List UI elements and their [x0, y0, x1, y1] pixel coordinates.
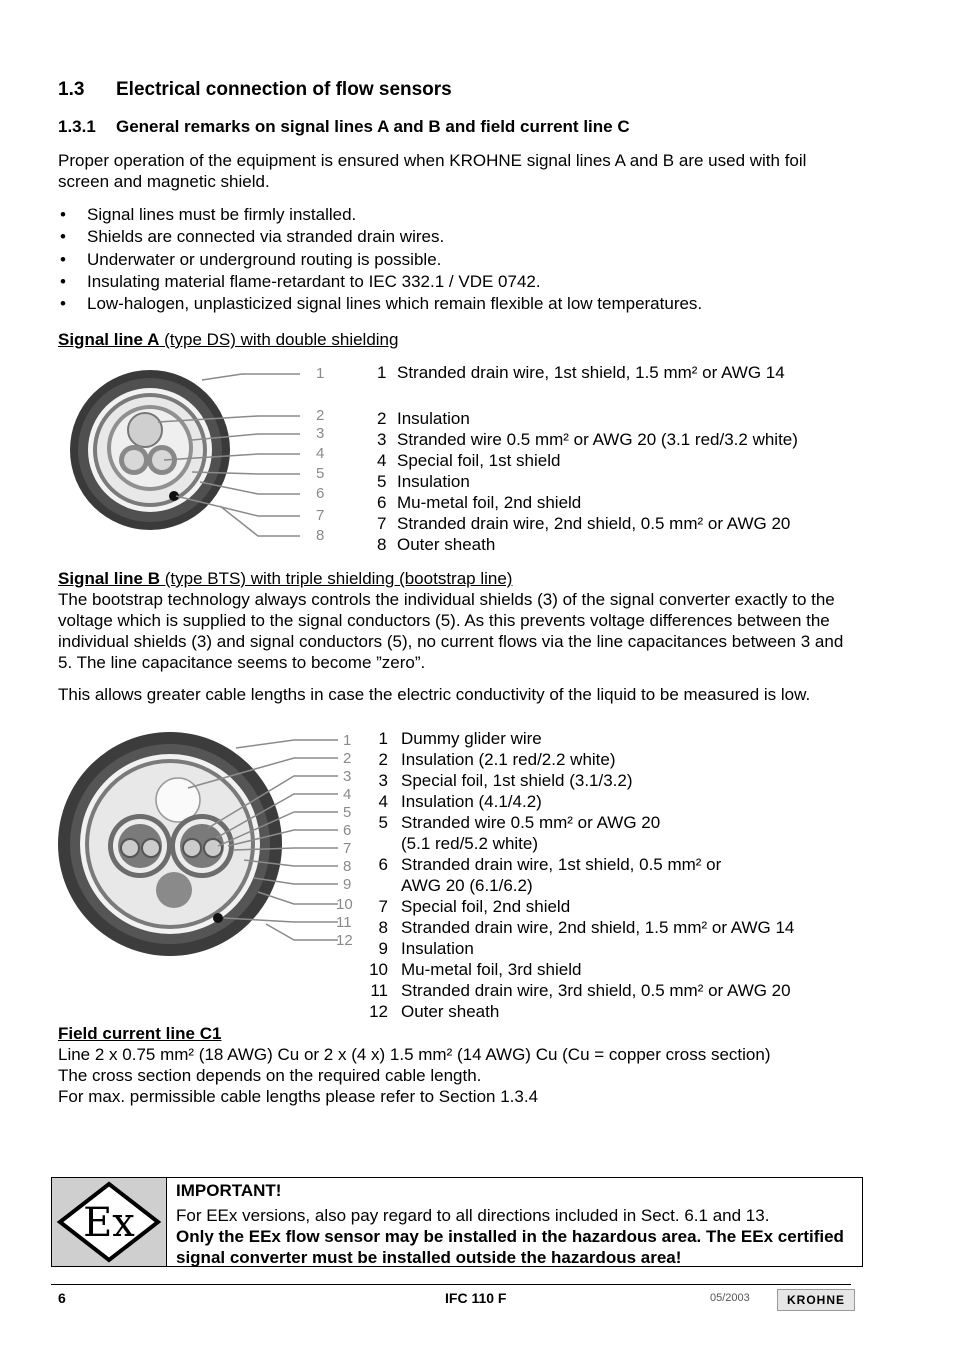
product-model: IFC 110 F: [445, 1290, 507, 1306]
signal-line-b-callouts: [336, 732, 353, 949]
callout-label: 8: [316, 527, 325, 544]
callout-label: 5: [316, 465, 325, 482]
callout-label: 2: [316, 407, 325, 424]
important-title: IMPORTANT!: [176, 1181, 282, 1200]
subsection-number: 1.3.1: [58, 117, 96, 136]
legend-item: 3 Stranded wire 0.5 mm² or AWG 20 (3.1 red/3.2 white): [377, 430, 798, 449]
field-current-line-text: For max. permissible cable lengths please refer to Section 1.3.4: [58, 1087, 539, 1106]
signal-line-b-title: Signal line B: [58, 569, 161, 588]
subsection-title: General remarks on signal lines A and B and field current line C: [116, 117, 630, 136]
signal-line-b-heading: [58, 568, 858, 589]
legend-item: 5 Stranded wire 0.5 mm² or AWG 20: [378, 813, 661, 832]
callout-label: 11: [336, 914, 352, 931]
legend-item: 4 Insulation (4.1/4.2): [378, 792, 542, 811]
callout-label: 4: [343, 786, 352, 803]
signal-line-b-paragraph: The bootstrap technology always controls the individual shields (3) of the signal converter exactly to the voltage which is supplied to the signal conductors (5). As this prevents voltage differences between the individual shields (3) and signal conductors (5), no current flows via the line capacitances between 3 and 5. The line capacitance seems to become ”zero”.: [58, 590, 844, 672]
legend-item: (5.1 red/5.2 white): [401, 834, 539, 853]
intro-paragraph: Proper operation of the equipment is ensured when KROHNE signal lines A and B are used with foil screen and magnetic shield.: [58, 151, 807, 191]
signal-line-b-paragraph: This allows greater cable lengths in case the electric conductivity of the liquid to be measured is low.: [58, 685, 811, 704]
field-current-line-title: Field current line C1: [58, 1024, 222, 1043]
legend-item: 2 Insulation: [377, 409, 470, 428]
revision-date: 05/2003: [710, 1292, 750, 1304]
important-text: For EEx versions, also pay regard to all directions included in Sect. 6.1 and 13.: [176, 1206, 770, 1225]
callout-label: 9: [343, 876, 352, 893]
list-item: • Low-halogen, unplasticized signal lines which remain flexible at low temperatures.: [58, 293, 858, 315]
callout-label: 1: [316, 365, 325, 382]
list-item: • Insulating material flame-retardant to IEC 332.1 / VDE 0742.: [58, 271, 858, 293]
signal-line-a-subtitle: (type DS) with double shielding: [159, 330, 399, 349]
legend-item: AWG 20 (6.1/6.2): [401, 876, 533, 895]
field-current-line-text: Line 2 x 0.75 mm² (18 AWG) Cu or 2 x (4 x) 1.5 mm² (14 AWG) Cu (Cu = copper cross section): [58, 1045, 771, 1064]
callout-label: 1: [343, 732, 352, 749]
section-number: 1.3: [58, 79, 85, 100]
callout-label: 4: [316, 445, 325, 462]
signal-line-a-callouts: [316, 365, 324, 544]
section-heading: [58, 79, 452, 101]
legend-item: 7 Stranded drain wire, 2nd shield, 0.5 mm² or AWG 20: [377, 514, 791, 533]
legend-item: 2 Insulation (2.1 red/2.2 white): [378, 750, 616, 769]
list-item: • Shields are connected via stranded drain wires.: [58, 226, 858, 248]
callout-label: 5: [343, 804, 352, 821]
callout-label: 3: [316, 425, 325, 442]
legend-item: 1 Stranded drain wire, 1st shield, 1.5 mm² or AWG 14: [377, 363, 785, 382]
field-current-line-text: The cross section depends on the required cable length.: [58, 1066, 482, 1085]
section-title: Electrical connection of flow sensors: [116, 79, 452, 100]
callout-label: 7: [343, 840, 352, 857]
legend-item: 9 Insulation: [378, 939, 474, 958]
legend-item: 4 Special foil, 1st shield: [377, 451, 561, 470]
legend-item: 8 Outer sheath: [377, 535, 496, 554]
signal-line-b-subtitle: (type BTS) with triple shielding (bootstrap line): [160, 569, 513, 588]
callout-label: 12: [336, 932, 353, 949]
important-notice-box: [51, 1177, 863, 1267]
callout-label: 10: [336, 896, 353, 913]
callout-label: 7: [316, 507, 325, 524]
signal-line-b-section: [58, 568, 858, 705]
legend-item: 11 Stranded drain wire, 3rd shield, 0.5 mm² or AWG 20: [370, 981, 791, 1000]
list-item: • Underwater or underground routing is possible.: [58, 249, 858, 271]
callout-label: 6: [316, 485, 325, 502]
legend-item: 5 Insulation: [377, 472, 470, 491]
legend-item: 12 Outer sheath: [369, 1002, 500, 1021]
legend-item: 7 Special foil, 2nd shield: [378, 897, 571, 916]
signal-line-a-title: Signal line A: [58, 330, 160, 349]
legend-item: 10 Mu-metal foil, 3rd shield: [369, 960, 582, 979]
krohne-logo: KROHNE: [777, 1289, 855, 1311]
callout-label: 6: [343, 822, 352, 839]
legend-item: 8 Stranded drain wire, 2nd shield, 1.5 mm² or AWG 14: [378, 918, 795, 937]
important-notice-text: [176, 1180, 856, 1268]
list-item: • Signal lines must be firmly installed.: [58, 204, 858, 226]
legend-item: 6 Stranded drain wire, 1st shield, 0.5 mm² or: [378, 855, 722, 874]
requirements-list: [58, 204, 858, 315]
legend-item: 1 Dummy glider wire: [378, 729, 542, 748]
signal-line-a-heading: [58, 329, 398, 350]
field-current-line-section: [58, 1023, 858, 1107]
footer-divider: [51, 1284, 851, 1285]
signal-line-a-legend: [377, 362, 847, 555]
callout-label: 3: [343, 768, 352, 785]
ex-logo-label: Ex: [83, 1200, 135, 1246]
legend-item: 6 Mu-metal foil, 2nd shield: [377, 493, 582, 512]
ex-hazard-logo: [52, 1178, 167, 1266]
signal-line-a-cross-section-diagram: [62, 360, 342, 550]
important-warning: Only the EEx flow sensor may be installed in the hazardous area. The EEx certified signal converter must be installed outside the hazardous area!: [176, 1227, 844, 1267]
subsection-heading: [58, 117, 630, 137]
signal-line-b-legend: [365, 728, 845, 1022]
signal-line-b-cross-section-diagram: [58, 728, 363, 960]
callout-label: 8: [343, 858, 352, 875]
legend-item: 3 Special foil, 1st shield (3.1/3.2): [378, 771, 633, 790]
callout-label: 2: [343, 750, 352, 767]
page-number: 6: [58, 1290, 66, 1306]
